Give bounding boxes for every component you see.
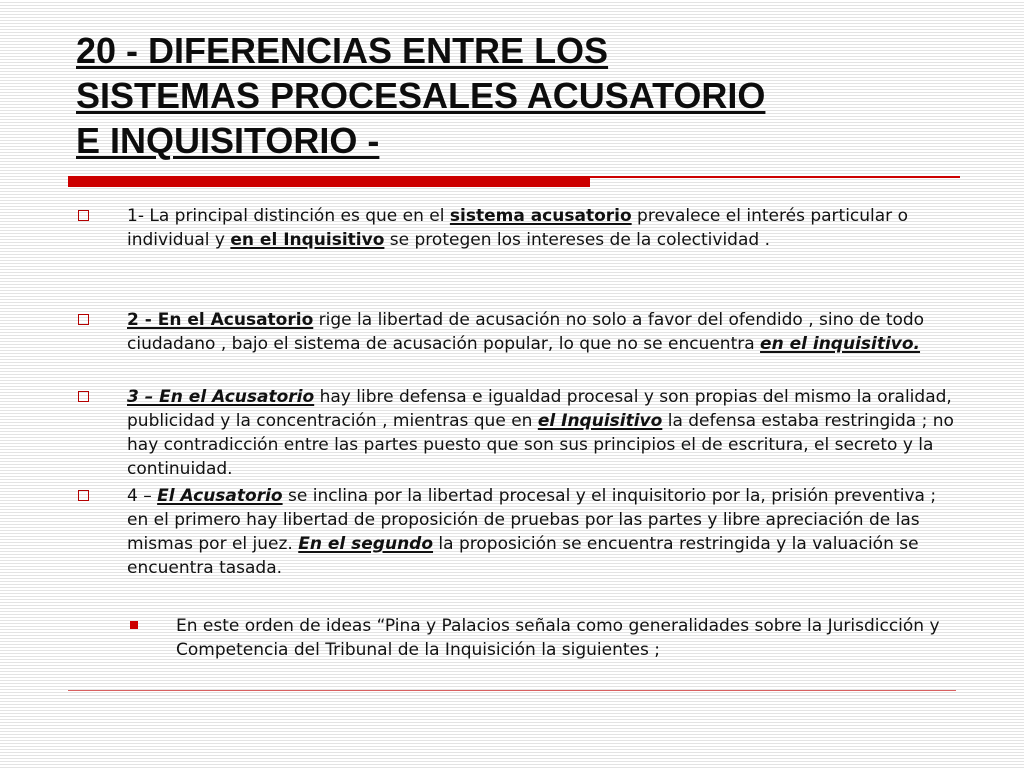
emphasis: El Acusatorio — [157, 486, 283, 506]
emphasis: en el Inquisitivo — [230, 230, 385, 250]
bullet-item-4-text: 4 – El Acusatorio se inclina por la libertad procesal y el inquisitorio por la, prisión preventiva ; en el primero hay libertad de proposición de pruebas por las partes y libre apreciación de las mismas por el juez. En el segundo la proposición se encuentra restringida y la valuación se encuentra tasada. — [127, 486, 937, 578]
emphasis: sistema acusatorio — [449, 206, 632, 226]
title-line-3: E INQUISITORIO - — [76, 120, 380, 161]
filled-square-bullet-icon — [130, 621, 138, 629]
bullet-item-4 — [78, 484, 958, 580]
hollow-square-bullet-icon — [78, 314, 89, 325]
emphasis: en el inquisitivo. — [760, 334, 921, 354]
bullet-item-1 — [78, 204, 958, 252]
emphasis: el Inquisitivo — [537, 411, 663, 431]
title-line-1: 20 - DIFERENCIAS ENTRE LOS — [76, 30, 609, 71]
title-line-2: SISTEMAS PROCESALES ACUSATORIO — [76, 75, 766, 116]
emphasis: 2 - En el Acusatorio — [127, 310, 314, 330]
bullet-item-3 — [78, 385, 958, 481]
footer-divider — [68, 690, 956, 691]
emphasis: En el segundo — [298, 534, 434, 554]
title-divider-thin — [590, 176, 960, 178]
emphasis: 3 – En el Acusatorio — [127, 387, 315, 407]
bullet-item-2 — [78, 308, 958, 356]
sub-bullet-item — [130, 614, 960, 662]
bullet-item-2-text: 2 - En el Acusatorio rige la libertad de acusación no solo a favor del ofendido , sino de todo ciudadano , bajo el sistema de acusación popular, lo que no se encuentra en el inquisitivo. — [127, 310, 925, 354]
slide-title — [76, 28, 976, 163]
hollow-square-bullet-icon — [78, 391, 89, 402]
hollow-square-bullet-icon — [78, 210, 89, 221]
hollow-square-bullet-icon — [78, 490, 89, 501]
bullet-item-1-text: 1- La principal distinción es que en el sistema acusatorio prevalece el interés particular o individual y en el Inquisitivo se protegen los intereses de la colectividad . — [127, 206, 908, 250]
title-divider-thick — [68, 176, 590, 187]
sub-bullet-item-text: En este orden de ideas “Pina y Palacios señala como generalidades sobre la Jurisdicción y Competencia del Tribunal de la Inquisición la siguientes ; — [176, 616, 940, 660]
bullet-item-3-text: 3 – En el Acusatorio hay libre defensa e igualdad procesal y son propias del mismo la oralidad, publicidad y la concentración , mientras que en el Inquisitivo la defensa estaba restringida ; no hay contradicción entre las partes puesto que son sus principios el de escritura, el secreto y la continuidad. — [127, 387, 954, 479]
